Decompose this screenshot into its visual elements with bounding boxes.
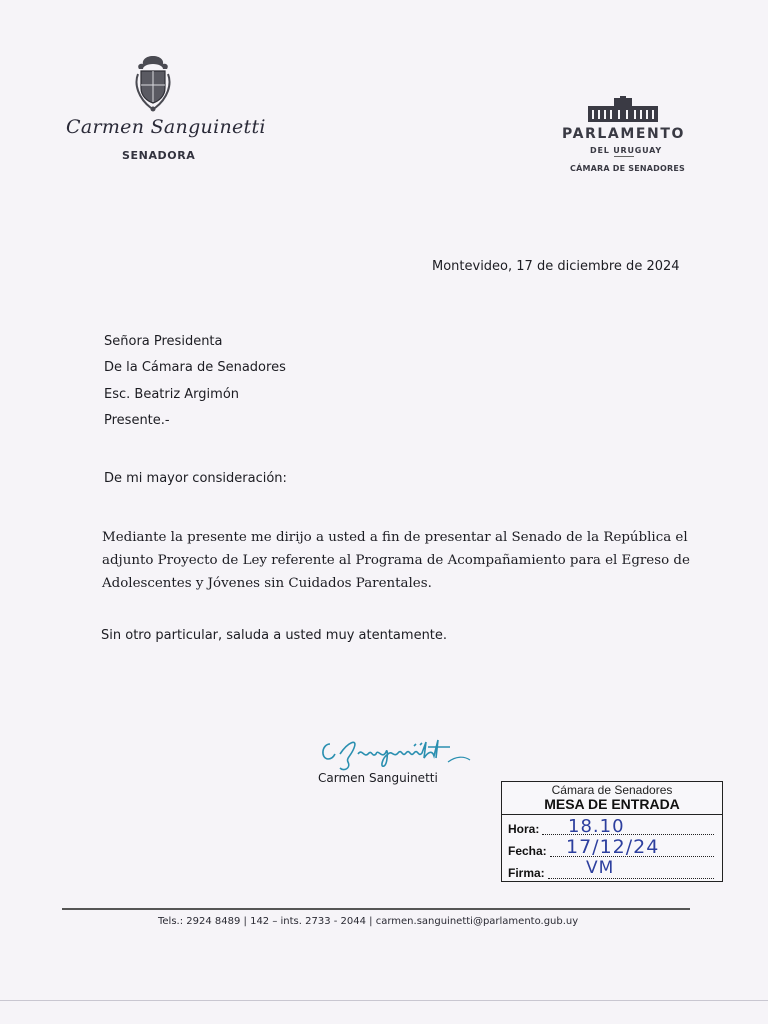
stamp-subtitle: MESA DE ENTRADA (544, 796, 680, 812)
parliament-country: DEL URUGUAY (590, 146, 662, 155)
stamp-firma-value: VM (586, 858, 615, 878)
stamp-title: Cámara de Senadores (551, 783, 673, 797)
parliament-chamber: CÁMARA DE SENADORES (570, 164, 685, 173)
parliament-name: PARLAMENTO (562, 126, 686, 142)
footer-divider (62, 908, 690, 910)
addressee-line: Presente.- (104, 413, 170, 428)
reception-stamp (501, 781, 723, 882)
signer-name: Carmen Sanguinetti (318, 771, 438, 785)
page-edge (0, 1000, 768, 1001)
stamp-fecha-value: 17/12/24 (566, 836, 660, 858)
logo-divider (614, 156, 634, 157)
stamp-fecha-label: Fecha: (508, 844, 547, 858)
stamp-hora-value: 18.10 (568, 816, 625, 837)
body-paragraph: Mediante la presente me dirijo a usted a fin de presentar al Senado de la República el adjunto Proyecto de Ley referente al Programa de Acompañamiento para el Egreso de Adolescentes y Jóvenes sin Cuidados Parentales. (102, 530, 690, 591)
addressee-line: Señora Presidenta (104, 334, 223, 349)
stamp-firma-label: Firma: (508, 866, 545, 880)
handwritten-signature (318, 734, 478, 774)
letterhead-role: SENADORA (122, 149, 196, 162)
addressee-line: Esc. Beatriz Argimón (104, 387, 240, 402)
stamp-hora-label: Hora: (508, 822, 540, 836)
addressee-line: De la Cámara de Senadores (104, 360, 286, 375)
letterhead-signature-name: Carmen Sanguinetti (66, 116, 266, 138)
footer-contact: Tels.: 2924 8489 | 142 – ints. 2733 - 2044 | carmen.sanguinetti@parlamento.gub.uy (158, 916, 579, 927)
letter-date: Montevideo, 17 de diciembre de 2024 (432, 259, 680, 274)
parliament-building-icon (588, 96, 658, 122)
salutation: De mi mayor consideración: (104, 471, 287, 486)
coat-of-arms-icon (134, 54, 172, 114)
closing-line: Sin otro particular, saluda a usted muy atentamente. (101, 628, 448, 643)
stamp-firma-line (548, 878, 714, 879)
